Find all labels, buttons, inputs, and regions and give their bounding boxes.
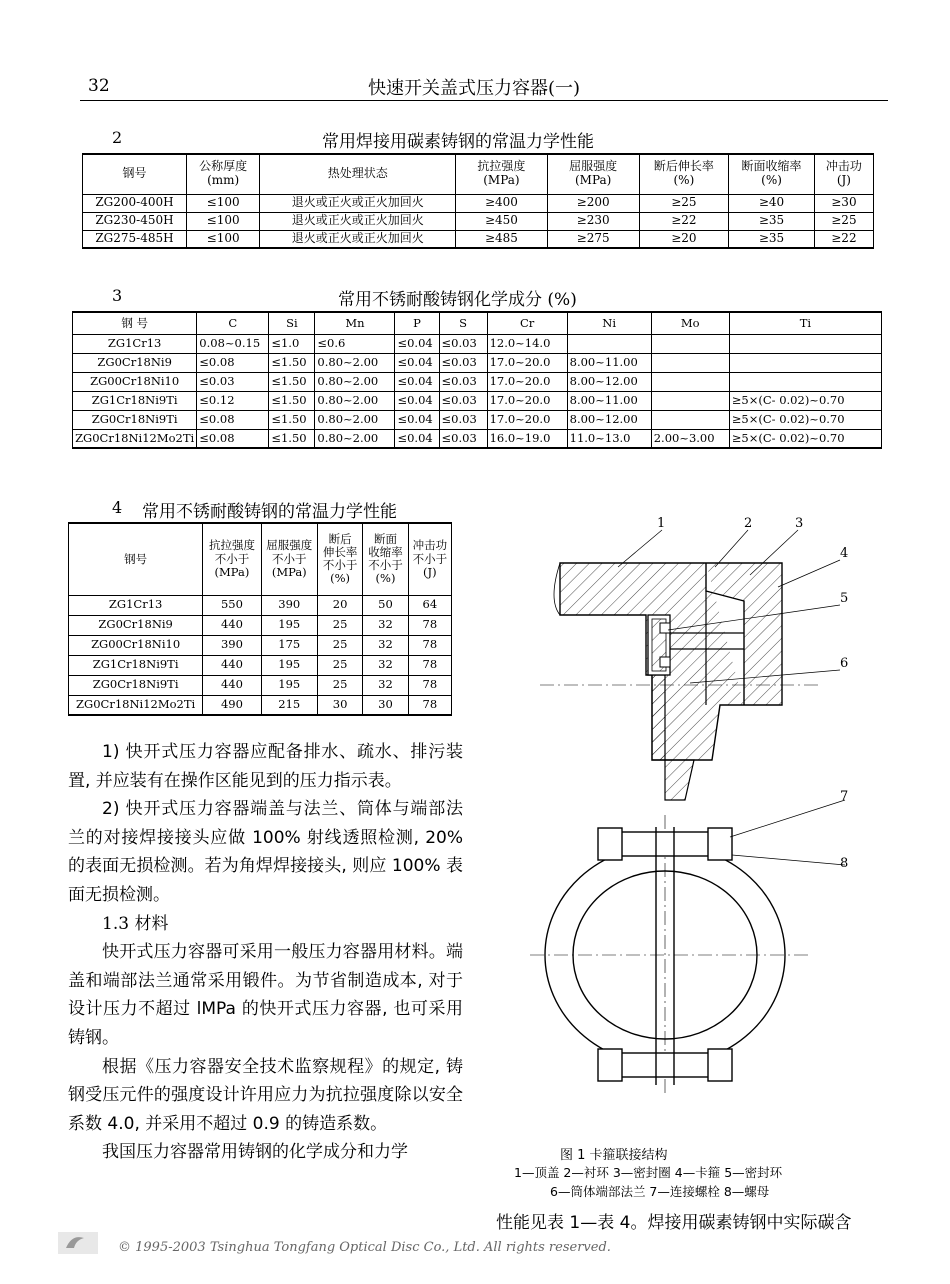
table3-header-cell: Ti <box>729 312 881 334</box>
table3-cell: ZG0Cr18Ni9Ti <box>73 410 197 429</box>
table3-cell: 8.00~11.00 <box>567 391 651 410</box>
table4-cell: 195 <box>261 615 317 635</box>
table3-header-cell: C <box>197 312 269 334</box>
table3-cell: ≤0.03 <box>439 391 487 410</box>
table4-cell: 20 <box>317 595 362 615</box>
figure-caption-line2: 6—筒体端部法兰 7—连接螺栓 8—螺母 <box>550 1184 770 1199</box>
callout-5: 5 <box>840 591 849 606</box>
figure-caption-line1: 1—顶盖 2—衬环 3—密封圈 4—卡箍 5—密封环 <box>514 1165 783 1180</box>
section-heading: 1.3 材料 <box>102 913 169 934</box>
callout-8: 8 <box>840 856 849 871</box>
table3-header-cell: Ni <box>567 312 651 334</box>
table4-cell: 440 <box>203 675 261 695</box>
running-title: 快速开关盖式压力容器(一) <box>368 78 581 99</box>
table4-cell: 25 <box>317 635 362 655</box>
table3-cell: ≤0.04 <box>395 372 439 391</box>
callout-4: 4 <box>840 546 849 561</box>
table4-cell: 78 <box>408 635 451 655</box>
section-view <box>540 530 840 800</box>
table4-cell: 550 <box>203 595 261 615</box>
table3-cell <box>651 372 729 391</box>
table3-header-cell: Cr <box>487 312 567 334</box>
table3-cell: ≤1.50 <box>269 372 315 391</box>
table4-header-cell: 断面 收缩率 不小于 (%) <box>363 523 408 595</box>
table3-row <box>73 429 882 448</box>
table3-cell: ≤0.04 <box>395 353 439 372</box>
table3-cell: 17.0~20.0 <box>487 353 567 372</box>
table3-cell: 12.0~14.0 <box>487 334 567 353</box>
table3-number: 3 <box>112 286 123 305</box>
table3-cell <box>651 410 729 429</box>
table4-cell: 78 <box>408 615 451 635</box>
table3-cell <box>651 334 729 353</box>
table3-cell <box>567 334 651 353</box>
table4-cell: 32 <box>363 655 408 675</box>
clamp-connection-figure <box>520 505 890 1105</box>
table2-row <box>83 194 874 212</box>
table3-cell: ≤0.12 <box>197 391 269 410</box>
callout-3: 3 <box>795 516 804 531</box>
table4-cell: 78 <box>408 655 451 675</box>
clamp-view <box>530 800 845 1095</box>
table4-cell: 440 <box>203 655 261 675</box>
table3-cell: ≤1.0 <box>269 334 315 353</box>
table3-header-cell: S <box>439 312 487 334</box>
table2-cell: ≥275 <box>547 230 639 248</box>
table3-header-cell: Si <box>269 312 315 334</box>
table4-cell: ZG0Cr18Ni9 <box>69 615 203 635</box>
table3-cell: ≥5×(C- 0.02)~0.70 <box>729 391 881 410</box>
table4-cell: 30 <box>363 695 408 715</box>
table2 <box>82 153 874 249</box>
paragraph-1: 1) 快开式压力容器应配备排水、疏水、排污装置, 并应装有在操作区能见到的压力指示表。 <box>68 742 463 791</box>
table4-cell: 32 <box>363 675 408 695</box>
table4-cell: ZG0Cr18Ni12Mo2Ti <box>69 695 203 715</box>
table2-cell: ≥25 <box>814 212 873 230</box>
table2-cell: 退火或正火或正火加回火 <box>260 230 456 248</box>
table4-cell: 390 <box>261 595 317 615</box>
table3-row <box>73 410 882 429</box>
table2-cell: ≥485 <box>456 230 548 248</box>
table3-cell: ≤1.50 <box>269 410 315 429</box>
table3-cell: 0.80~2.00 <box>315 391 395 410</box>
paragraph-3: 快开式压力容器可采用一般压力容器用材料。端盖和端部法兰通常采用锻件。为节省制造成本, 对于设计压力不超过 lMPa 的快开式压力容器, 也可采用铸钢。 <box>68 942 463 1048</box>
table2-cell: ≥25 <box>639 194 729 212</box>
table2-cell: ≥230 <box>547 212 639 230</box>
table4-cell: 64 <box>408 595 451 615</box>
table3-cell: ≥5×(C- 0.02)~0.70 <box>729 410 881 429</box>
table4-cell: 215 <box>261 695 317 715</box>
table3-cell: 17.0~20.0 <box>487 372 567 391</box>
table4-cell: 78 <box>408 695 451 715</box>
table4-cell: 175 <box>261 635 317 655</box>
table2-cell: ZG230-450H <box>83 212 187 230</box>
table2-cell: ≤100 <box>186 230 259 248</box>
table3-row <box>73 391 882 410</box>
page-number: 32 <box>88 76 110 96</box>
table3-cell: ≤0.08 <box>197 353 269 372</box>
table3-cell: ≤0.03 <box>439 429 487 448</box>
table2-cell: 退火或正火或正火加回火 <box>260 194 456 212</box>
table3-cell: ZG1Cr13 <box>73 334 197 353</box>
callout-1: 1 <box>657 516 666 531</box>
table3-cell: 0.80~2.00 <box>315 429 395 448</box>
table3-cell: ≤0.03 <box>439 410 487 429</box>
header-rule <box>80 100 888 101</box>
table3-cell: 0.80~2.00 <box>315 372 395 391</box>
table4-row <box>69 695 452 715</box>
table3-header-cell: Mn <box>315 312 395 334</box>
table3-cell <box>651 391 729 410</box>
table3-header-cell: P <box>395 312 439 334</box>
table3-cell: ≤1.50 <box>269 353 315 372</box>
table4-cell: ZG1Cr18Ni9Ti <box>69 655 203 675</box>
table4-title: 常用不锈耐酸铸钢的常温力学性能 <box>142 502 397 522</box>
table2-cell: ≥35 <box>729 212 815 230</box>
table2-header-cell: 公称厚度 (mm) <box>186 154 259 194</box>
table2-header-cell: 断面收缩率 (%) <box>729 154 815 194</box>
table4-row <box>69 615 452 635</box>
table4-cell: 32 <box>363 615 408 635</box>
table4-cell: ZG1Cr13 <box>69 595 203 615</box>
table3-cell <box>729 334 881 353</box>
table3-cell: ≤0.08 <box>197 410 269 429</box>
table2-header-cell: 冲击功 (J) <box>814 154 873 194</box>
table2-cell: ≤100 <box>186 212 259 230</box>
table3-cell: ≥5×(C- 0.02)~0.70 <box>729 429 881 448</box>
callout-2: 2 <box>744 516 753 531</box>
body-text <box>68 738 463 1167</box>
table3-cell: ZG00Cr18Ni10 <box>73 372 197 391</box>
table4-header-cell: 钢号 <box>69 523 203 595</box>
table2-header-cell: 钢号 <box>83 154 187 194</box>
table2-cell: ≥20 <box>639 230 729 248</box>
table2-cell: ZG275-485H <box>83 230 187 248</box>
table2-header-cell: 断后伸长率 (%) <box>639 154 729 194</box>
table4-cell: 25 <box>317 655 362 675</box>
table4-row <box>69 655 452 675</box>
table4-number: 4 <box>112 498 123 517</box>
table4-header-cell: 屈服强度 不小于 (MPa) <box>261 523 317 595</box>
cnki-logo-icon <box>58 1232 98 1254</box>
table2-cell: ≥40 <box>729 194 815 212</box>
table4 <box>68 522 452 716</box>
table3-header-cell: Mo <box>651 312 729 334</box>
table3-cell: 0.80~2.00 <box>315 353 395 372</box>
callout-6: 6 <box>840 656 849 671</box>
table3-cell: 16.0~19.0 <box>487 429 567 448</box>
table2-header-cell: 屈服强度 (MPa) <box>547 154 639 194</box>
table2-row <box>83 230 874 248</box>
table3-cell: ≤0.03 <box>197 372 269 391</box>
table3-cell: 11.0~13.0 <box>567 429 651 448</box>
table2-cell: ≥35 <box>729 230 815 248</box>
table2-cell: ≥30 <box>814 194 873 212</box>
table4-header-cell: 断后 伸长率 不小于 (%) <box>317 523 362 595</box>
table3-cell: ≤0.03 <box>439 372 487 391</box>
table3-cell: ≤0.04 <box>395 334 439 353</box>
table3-cell: ≤0.6 <box>315 334 395 353</box>
table4-header-cell: 抗拉强度 不小于 (MPa) <box>203 523 261 595</box>
table4-cell: 390 <box>203 635 261 655</box>
table2-row <box>83 212 874 230</box>
table4-cell: 25 <box>317 675 362 695</box>
table4-cell: 50 <box>363 595 408 615</box>
figure-caption-title: 图 1 卡箍联接结构 <box>560 1148 668 1163</box>
table4-cell: 30 <box>317 695 362 715</box>
table2-number: 2 <box>112 128 123 147</box>
table3-cell: ≤0.04 <box>395 429 439 448</box>
table2-cell: ZG200-400H <box>83 194 187 212</box>
table3-cell: ≤0.04 <box>395 410 439 429</box>
table4-cell: 78 <box>408 675 451 695</box>
table3-cell: ≤1.50 <box>269 429 315 448</box>
table4-cell: ZG0Cr18Ni9Ti <box>69 675 203 695</box>
table2-cell: ≥200 <box>547 194 639 212</box>
table3-cell: ZG1Cr18Ni9Ti <box>73 391 197 410</box>
callout-7: 7 <box>840 789 849 804</box>
table3-cell: ≤0.08 <box>197 429 269 448</box>
table3-row <box>73 372 882 391</box>
table3-cell: 8.00~11.00 <box>567 353 651 372</box>
table4-cell: 195 <box>261 675 317 695</box>
table4-cell: 195 <box>261 655 317 675</box>
table3-cell: ≤0.03 <box>439 334 487 353</box>
table3-cell: 2.00~3.00 <box>651 429 729 448</box>
table3-cell <box>729 372 881 391</box>
table4-cell: 25 <box>317 615 362 635</box>
table3-title: 常用不锈耐酸铸钢化学成分 (%) <box>338 290 577 310</box>
table2-cell: ≥450 <box>456 212 548 230</box>
table4-row <box>69 635 452 655</box>
table4-cell: 440 <box>203 615 261 635</box>
table2-header-cell: 热处理状态 <box>260 154 456 194</box>
right-column-continuation: 性能见表 1—表 4。焊接用碳素铸钢中实际碳含 <box>496 1213 852 1233</box>
table3-row <box>73 353 882 372</box>
copyright-footer: © 1995-2003 Tsinghua Tongfang Optical Disc Co., Ltd. All rights reserved. <box>118 1240 611 1255</box>
table4-row <box>69 675 452 695</box>
table3-cell: ≤0.04 <box>395 391 439 410</box>
table3-cell: 0.08~0.15 <box>197 334 269 353</box>
table2-cell: ≤100 <box>186 194 259 212</box>
table3-cell: ZG0Cr18Ni12Mo2Ti <box>73 429 197 448</box>
table4-cell: 490 <box>203 695 261 715</box>
table3-cell: ≤1.50 <box>269 391 315 410</box>
paragraph-2: 2) 快开式压力容器端盖与法兰、筒体与端部法兰的对接焊接接头应做 100% 射线透照检测, 20% 的表面无损检测。若为角焊焊接接头, 则应 100% 表面无损检测。 <box>68 799 463 905</box>
table2-cell: ≥400 <box>456 194 548 212</box>
paragraph-5: 我国压力容器常用铸钢的化学成分和力学 <box>102 1142 408 1163</box>
table3-cell: ZG0Cr18Ni9 <box>73 353 197 372</box>
table3-cell: 17.0~20.0 <box>487 410 567 429</box>
table2-cell: ≥22 <box>814 230 873 248</box>
table3-cell: ≤0.03 <box>439 353 487 372</box>
table4-header-cell: 冲击功 不小于 (J) <box>408 523 451 595</box>
table3-header-cell: 钢 号 <box>73 312 197 334</box>
paragraph-4: 根据《压力容器安全技术监察规程》的规定, 铸钢受压元件的强度设计许用应力为抗拉强度除以安全系数 4.0, 并采用不超过 0.9 的铸造系数。 <box>68 1056 463 1134</box>
table3-cell: 17.0~20.0 <box>487 391 567 410</box>
table3 <box>72 311 882 449</box>
table2-header-cell: 抗拉强度 (MPa) <box>456 154 548 194</box>
table3-cell: 8.00~12.00 <box>567 410 651 429</box>
table2-title: 常用焊接用碳素铸钢的常温力学性能 <box>322 132 594 152</box>
table3-cell: 8.00~12.00 <box>567 372 651 391</box>
table3-cell: 0.80~2.00 <box>315 410 395 429</box>
table2-cell: ≥22 <box>639 212 729 230</box>
table3-row <box>73 334 882 353</box>
table4-cell: 32 <box>363 635 408 655</box>
table3-cell <box>729 353 881 372</box>
table4-cell: ZG00Cr18Ni10 <box>69 635 203 655</box>
table2-cell: 退火或正火或正火加回火 <box>260 212 456 230</box>
table4-row <box>69 595 452 615</box>
table3-cell <box>651 353 729 372</box>
